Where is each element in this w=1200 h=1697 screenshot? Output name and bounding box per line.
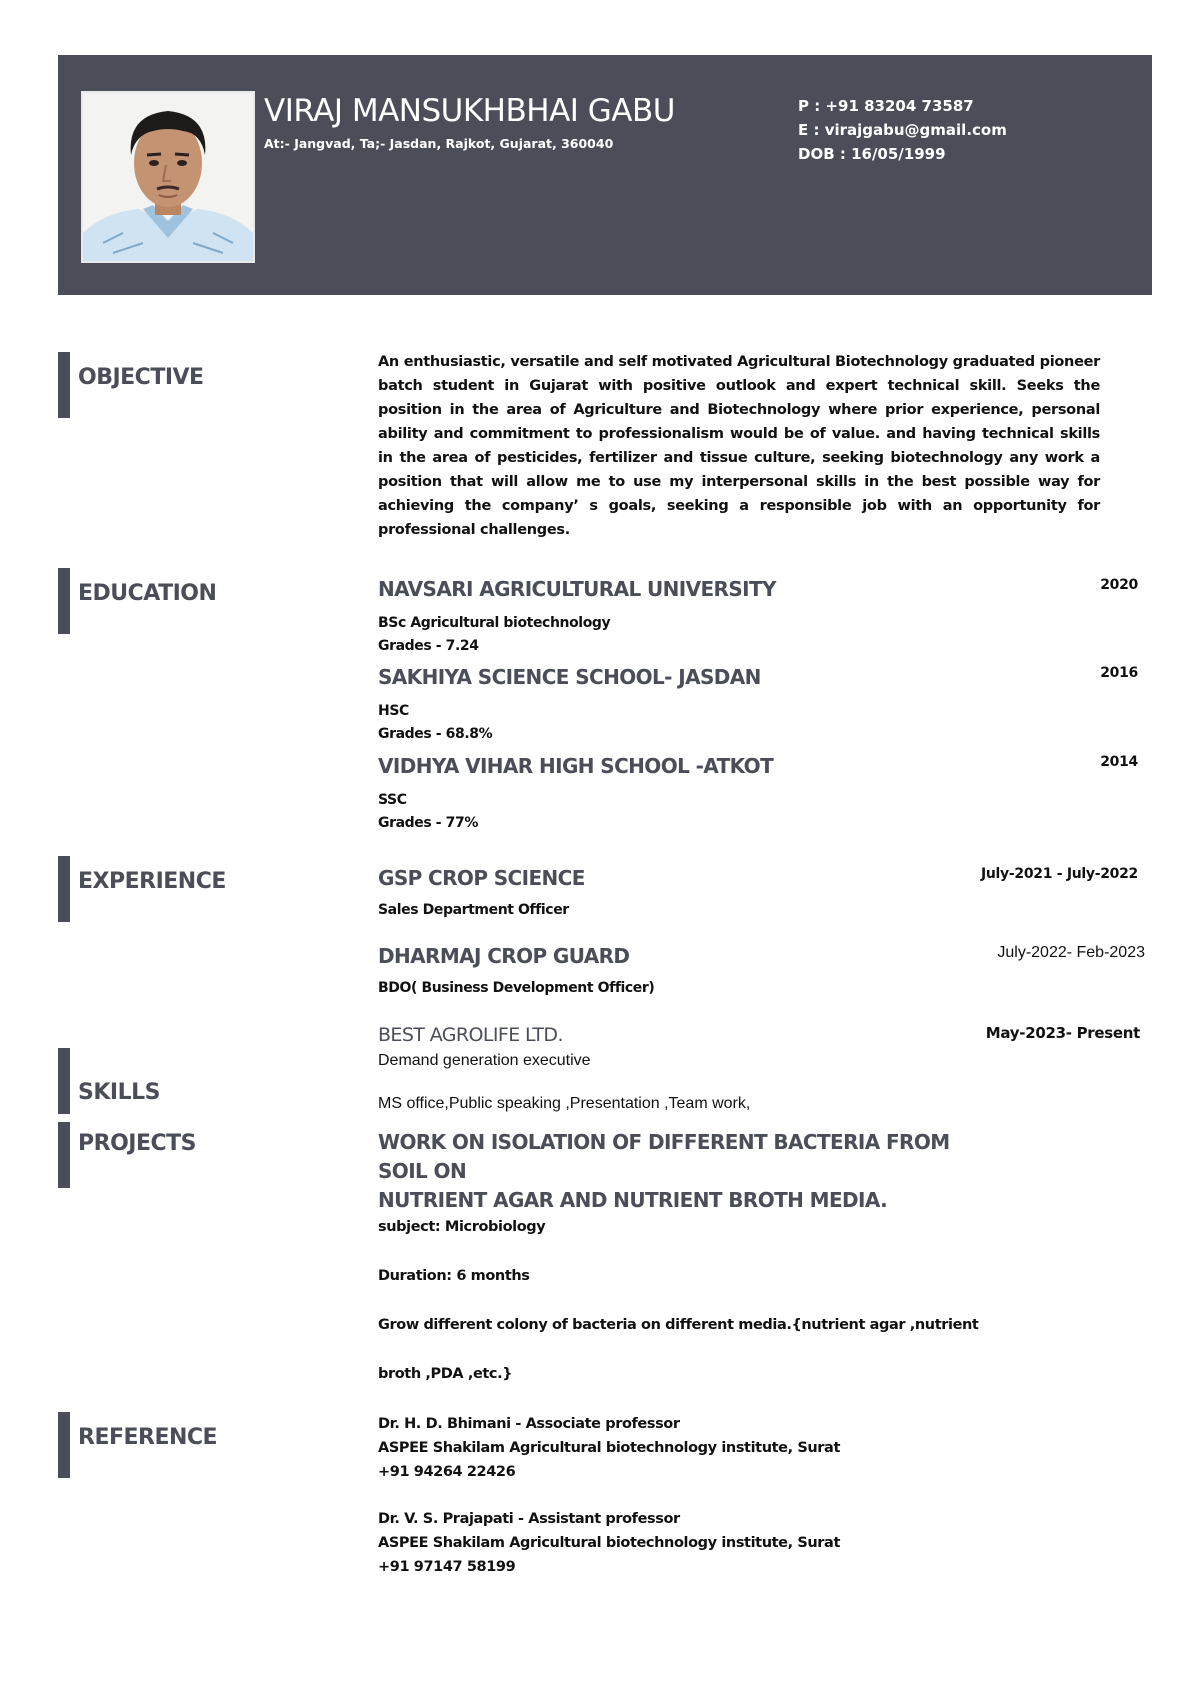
date-of-birth: DOB : 16/05/1999 (798, 145, 946, 163)
section-projects: PROJECTS (58, 1122, 196, 1188)
experience-company: BEST AGROLIFE LTD. (378, 1024, 563, 1046)
education-year: 2014 (1100, 754, 1138, 770)
skills-text: MS office,Public speaking ,Presentation ,Team work, (378, 1095, 751, 1112)
experience-dates: July-2021 - July-2022 (980, 866, 1138, 882)
experience-company: GSP CROP SCIENCE (378, 866, 585, 890)
reference-institute: ASPEE Shakilam Agricultural biotechnology institute, Surat (378, 1535, 840, 1551)
reference-phone: +91 97147 58199 (378, 1559, 516, 1575)
education-year: 2020 (1100, 577, 1138, 593)
profile-photo-image (83, 93, 253, 261)
education-grades: Grades - 77% (378, 815, 478, 831)
project-subject: subject: Microbiology (378, 1219, 546, 1235)
reference-entry (378, 1412, 840, 1484)
phone-number: P : +91 83204 73587 (798, 97, 974, 115)
education-institution: NAVSARI AGRICULTURAL UNIVERSITY (378, 577, 776, 601)
project-description: broth ,PDA ,etc.} (378, 1366, 513, 1382)
education-degree: BSc Agricultural biotechnology (378, 615, 611, 631)
project-title (378, 1128, 978, 1215)
education-institution: VIDHYA VIHAR HIGH SCHOOL -ATKOT (378, 754, 774, 778)
candidate-name: VIRAJ MANSUKHBHAI GABU (264, 93, 675, 129)
project-description: Grow different colony of bacteria on different media.{nutrient agar ,nutrient (378, 1317, 979, 1333)
section-skills: SKILLS (58, 1048, 160, 1114)
reference-entry (378, 1507, 840, 1579)
experience-role: Demand generation executive (378, 1052, 591, 1069)
section-experience: EXPERIENCE (58, 856, 226, 922)
education-grades: Grades - 7.24 (378, 638, 479, 654)
reference-phone: +91 94264 22426 (378, 1464, 516, 1480)
reference-name: Dr. H. D. Bhimani - Associate professor (378, 1416, 680, 1432)
education-institution: SAKHIYA SCIENCE SCHOOL- JASDAN (378, 665, 761, 689)
candidate-address: At:- Jangvad, Ta;- Jasdan, Rajkot, Gujarat, 360040 (264, 136, 614, 151)
contact-block (798, 94, 1007, 166)
email-address: E : virajgabu@gmail.com (798, 121, 1007, 139)
project-title-line: SOIL ON (378, 1159, 467, 1183)
project-title-line: WORK ON ISOLATION OF DIFFERENT BACTERIA FROM (378, 1130, 950, 1154)
section-objective: OBJECTIVE (58, 352, 204, 418)
experience-company: DHARMAJ CROP GUARD (378, 944, 630, 968)
experience-role: Sales Department Officer (378, 902, 569, 918)
experience-dates: May-2023- Present (985, 1024, 1140, 1042)
education-degree: HSC (378, 703, 409, 719)
section-education: EDUCATION (58, 568, 216, 634)
resume-header (58, 55, 1152, 295)
reference-institute: ASPEE Shakilam Agricultural biotechnology institute, Surat (378, 1440, 840, 1456)
experience-role: BDO( Business Development Officer) (378, 980, 655, 996)
section-reference: REFERENCE (58, 1412, 217, 1478)
education-year: 2016 (1100, 665, 1138, 681)
education-grades: Grades - 68.8% (378, 726, 493, 742)
reference-name: Dr. V. S. Prajapati - Assistant professor (378, 1511, 680, 1527)
education-degree: SSC (378, 792, 407, 808)
experience-dates: July-2022- Feb-2023 (997, 944, 1145, 961)
objective-text: An enthusiastic, versatile and self motivated Agricultural Biotechnology graduated pioneer batch student in Gujarat with positive outlook and expert technical skill. Seeks the position in the area of Agriculture and Biotechnology where prior experience, personal ability and commitment to professionalism would be of value. and having technical skills in the area of pesticides, fertilizer and tissue culture, seeking biotechnology any work a position that will allow me to use my interpersonal skills in the best possible way for achieving the company’ s goals, seeking a responsible job with an opportunity for professional challenges. (378, 354, 1100, 538)
project-title-line: NUTRIENT AGAR AND NUTRIENT BROTH MEDIA. (378, 1188, 888, 1212)
profile-photo (81, 91, 255, 263)
project-duration: Duration: 6 months (378, 1268, 530, 1284)
